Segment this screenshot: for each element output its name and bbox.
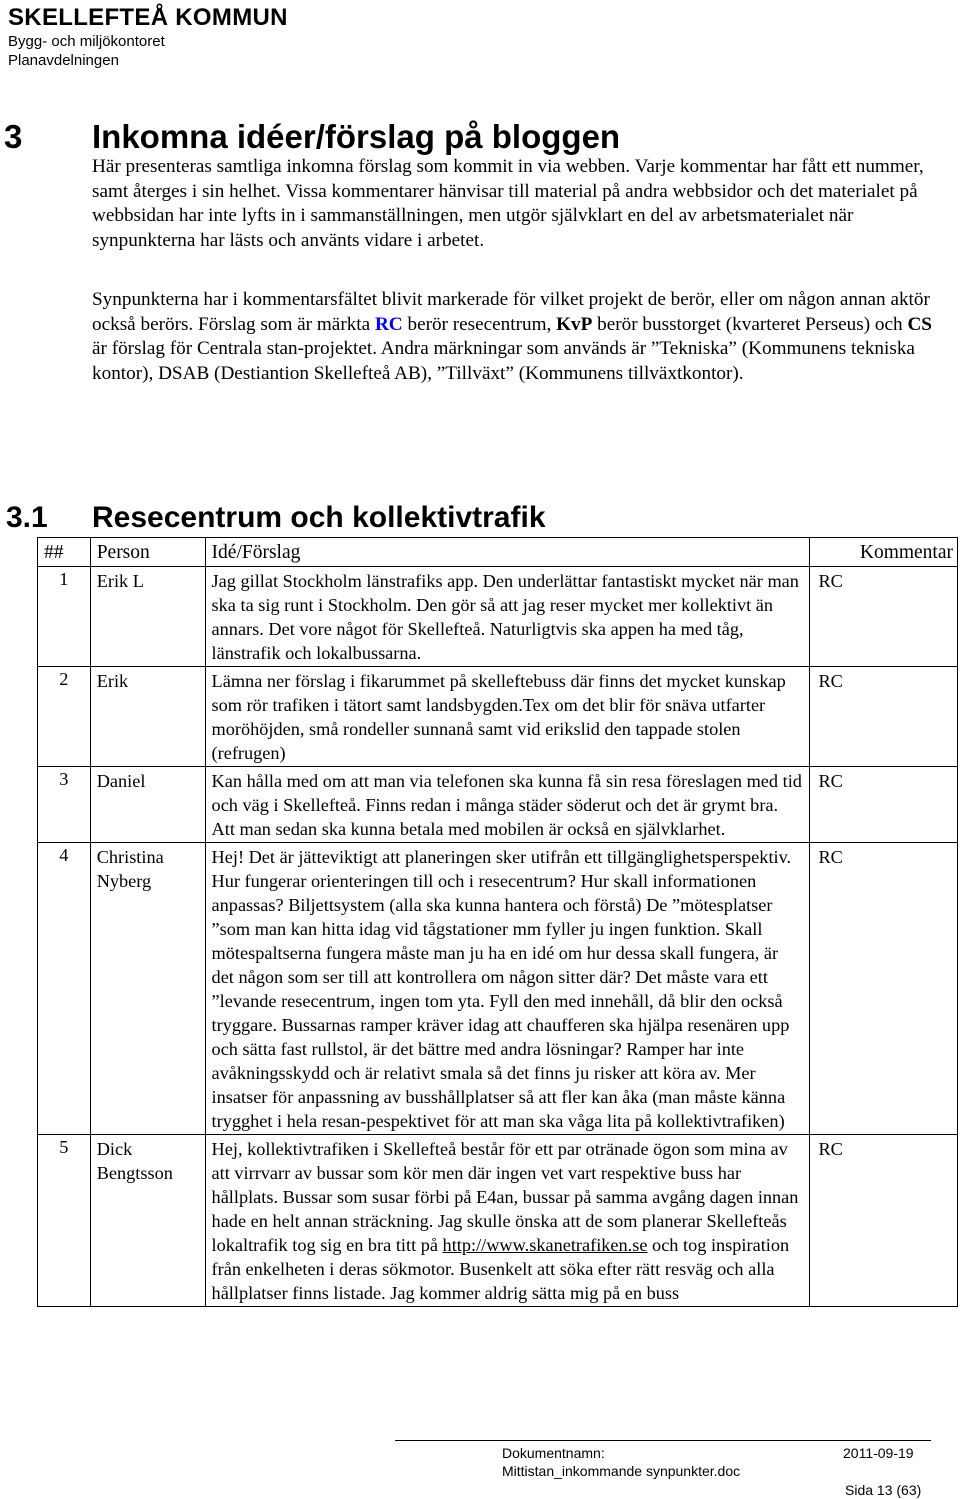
section-3-title: Inkomna idéer/förslag på bloggen: [92, 118, 621, 155]
row-person: Erik L: [90, 567, 205, 667]
proposals-table: [37, 537, 958, 1307]
document-filename: Mittistan_inkommande synpunkter.doc: [502, 1463, 741, 1479]
row-number: 5: [38, 1135, 91, 1307]
row-person: Daniel: [90, 767, 205, 843]
row-person: Dick Bengtsson: [90, 1135, 205, 1307]
table-row: [38, 567, 958, 667]
table-row: [38, 667, 958, 767]
rc-marker: RC: [374, 313, 403, 335]
intro-paragraph: Här presenteras samtliga inkomna förslag som kommit in via webben. Varje kommentar har fått ett nummer, samt återges i sin helhet. Vissa kommentarer hänvisar till material på andra webbsidor och det materialet på webbsidan har inte lyfts in i sammanställningen, men utgör självklart en del av arbetsmaterialet när synpunkterna har lästs och använts vidare i arbetet.: [92, 156, 924, 251]
row-number: 1: [38, 567, 91, 667]
header-number: ##: [38, 538, 91, 567]
header-person: Person: [90, 538, 205, 567]
document-name-label: Dokumentnamn:: [502, 1445, 605, 1461]
row-idea-text-b: och tog inspiration från enkelheten i deras sökmotor. Busenkelt att söka efter rätt resväg och alla hållplatser finns listade. Jag kommer aldrig sätta mig på en buss: [211, 1235, 790, 1303]
row-idea: Kan hålla med om att man via telefonen ska kunna få sin resa föreslagen med tid och väg i Skellefteå. Finns redan i många städer söderut och det är grymt bra. Att man sedan ska kunna betala med mobilen är också en självklarhet.: [205, 767, 810, 843]
markings-text-a: Synpunkterna har i kommentarsfältet blivit markerade för vilket projekt de berör, eller om någon annan aktör också berörs. Förslag som är märkta: [92, 289, 930, 335]
department-name: Bygg- och miljökontoret: [8, 33, 165, 50]
row-idea: Jag gillat Stockholm länstrafiks app. Den underlättar fantastiskt mycket när man ska ta sig runt i Stockholm. Den gör så att jag reser mycket mer kollektivt än annars. Det vore något för Skellefteå. Naturligtvis ska appen ha med tåg, länstrafik och lokalbussarna.: [205, 567, 810, 667]
section-3-1-title: Resecentrum och kollektivtrafik: [92, 501, 546, 534]
table-row: [38, 767, 958, 843]
footer-rule: [395, 1440, 931, 1441]
markings-paragraph: [92, 288, 932, 386]
row-number: 3: [38, 767, 91, 843]
row-comment: RC: [810, 567, 958, 667]
header-idea: Idé/Förslag: [205, 538, 810, 567]
table-header-row: [38, 538, 958, 567]
kvp-marker: KvP: [556, 313, 593, 335]
row-comment: RC: [810, 1135, 958, 1307]
table-row: [38, 843, 958, 1135]
section-3-1-heading: [6, 500, 546, 536]
row-idea-text-a: Hej, kollektivtrafiken i Skellefteå består för ett par otränade ögon som mina av att virrvarr av bussar som kör men där ingen vet vart respektive buss har hållplats. Bussar som susar förbi på E4an, bussar på samma avgång dagen innan hade en helt annan sträckning. Jag skulle önska att de som planerar Skellefteås lokaltrafik tog sig en bra titt på: [211, 1139, 799, 1255]
header-comment: Kommentar: [810, 538, 958, 567]
row-idea: Hej! Det är jätteviktigt att planeringen sker utifrån ett tillgänglighetsperspektiv. Hur fungerar orienteringen till och i resecentrum? Hur skall informationen anpassas? Biljettsystem (alla ska kunna hantera och förstå) De ”mötesplatser ”som man kan hitta idag vid tågstationer mm fyller ju ingen funktion. Skall mötespaltserna fungera måste man ju ha en idé om hur dessa skall fungera, är det någon som ser till att kontrollera om någon sitter där? Det måste vara ett ”levande resecentrum, ingen tom yta. Fyll den med innehåll, då blir den också tryggare. Bussarnas ramper kräver idag att chaufferen ska hjälpa resenären upp och sätta fast rullstol, är det bättre med andra lösningar? Ramper har inte avåkningsskydd och är relativt smala så det finns ju risker att köra av. Mer insatser för anpassning av busshållplatser så att fler kan åka (man måste känna trygghet i hela resan-pespektivet för att man ska våga lita på kollektivtrafiken): [205, 843, 810, 1135]
row-comment: RC: [810, 767, 958, 843]
table-row: [38, 1135, 958, 1307]
organization-name: SKELLEFTEÅ KOMMUN: [8, 4, 288, 31]
document-date: 2011-09-19: [843, 1445, 914, 1461]
row-idea: Lämna ner förslag i fikarummet på skelleftebuss där finns det mycket kunskap som rör trafiken i tätort samt landsbygden.Tex om det blir för snäva utfarter moröhöjden, små rondeller sunnanå samt vid erikslid den tappade stolen (refrugen): [205, 667, 810, 767]
row-comment: RC: [810, 843, 958, 1135]
markings-text-c: berör busstorget (kvarteret Perseus) och: [592, 313, 908, 335]
row-comment: RC: [810, 667, 958, 767]
cs-marker: CS: [907, 313, 932, 335]
row-number: 4: [38, 843, 91, 1135]
skanetrafiken-link[interactable]: http://www.skanetrafiken.se: [442, 1235, 648, 1255]
section-3-heading: [4, 118, 620, 156]
row-person: Christina Nyberg: [90, 843, 205, 1135]
page-number: Sida 13 (63): [845, 1482, 922, 1498]
section-3-1-number: 3.1: [6, 501, 48, 534]
unit-name: Planavdelningen: [8, 52, 119, 69]
row-number: 2: [38, 667, 91, 767]
page-header: [8, 4, 288, 70]
markings-text-b: berör resecentrum,: [402, 313, 557, 335]
section-3-number: 3: [4, 118, 23, 155]
row-idea: [205, 1135, 810, 1307]
markings-text-d: är förslag för Centrala stan-projektet. Andra märkningar som används är ”Tekniska” (Kommunens tekniska kontor), DSAB (Destiantion Skellefteå AB), ”Tillväxt” (Kommunens tillväxtkontor).: [92, 338, 915, 384]
row-person: Erik: [90, 667, 205, 767]
